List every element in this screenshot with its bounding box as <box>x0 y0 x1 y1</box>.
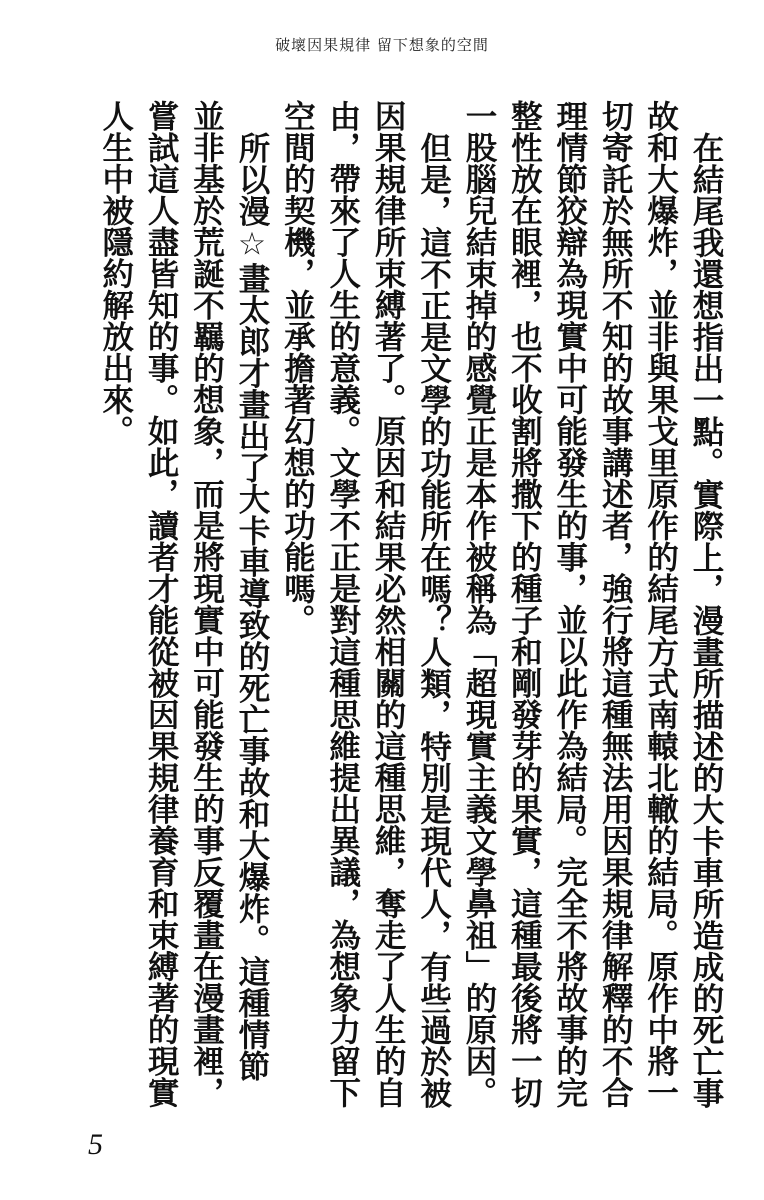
paragraph: 所以漫☆畫太郎才畫出了大卡車導致的死亡事故和大爆炸。這種情節並非基於荒誕不羈的想象，而是將現實中可能發生的事反覆畫在漫畫裡，嘗試這人盡皆知的事。如此，讀者才能從被因果規律養育和束縛著的現實人生中被隱約解放出來。 <box>97 100 270 1108</box>
page-number: 5 <box>88 1128 103 1161</box>
paragraph: 但是，這不正是文學的功能所在嗎？人類，特別是現代人，有些過於被因果規律所束縛著了。原因和結果必然相關的這種思維，奪走了人生的自由，帶來了人生的意義。文學不正是對這種思維提出異議，為想象力留下空間的契機，並承擔著幻想的功能嗎。 <box>279 100 452 1108</box>
paragraph: 在結尾我還想指出一點。實際上，漫畫所描述的大卡車所造成的死亡事故和大爆炸，並非與果戈里原作的結尾方式南轅北轍的結局。原作中將一切寄託於無所不知的故事講述者，強行將這種無法用因果規律解釋的不合理情節狡辯為現實中可能發生的事，並以此作為結局。完全不將故事的完整性放在眼裡，也不收割將撒下的種子和剛發芽的果實，這種最後將一切一股腦兒結束掉的感覺正是本作被稱為「超現實主義文學鼻祖」的原因。 <box>460 100 724 1108</box>
body-text <box>78 100 728 1110</box>
running-header: 破壞因果規律 留下想象的空間 <box>275 36 489 54</box>
